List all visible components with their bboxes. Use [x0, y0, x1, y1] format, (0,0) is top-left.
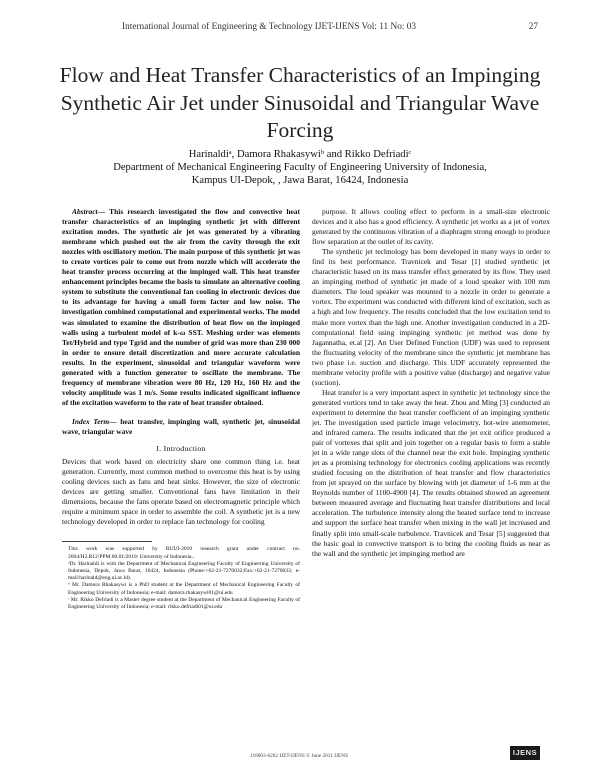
author-address: Kampus UI-Depok, , Jawa Barat, 16424, Indonesia	[191, 175, 409, 187]
body-paragraph: Heat transfer is a very important aspect in synthetic jet technology since the generated vortices tend to take away the heat. Zhou and Ming [3] conducted an experiment to determine the heat transfer coefficient of an impinging synthetic jet. The investigation used particle image velocimetry, hot-wire anemometer, and infrared camera. The results indicated that the jet exit orifice produced a pair of vortexes that split and join together on a regular basis to form a stable jet in a wide range slots of the channel near the exit hole. Impinging synthetic jet as a promising technology for electronics cooling applications was recently studied focusing on the distribution of heat transfer and flow characteristics from jet sprayed on the surface by blowing with jet diameter of 1-6 mm at the Reynolds number of 1100-4900 [4]. The results obtained showed an agreement between measured average and fluctuating heat transfer distributions and local acceleration. The turbulence intensity along the heated surface tend to increase and support the surface heat transfer when mixing in the wall jet increased and finally split into small-scale turbulence. Travnicek and Tesar [5] suggested that the basic goal in convective transport is to bring the cooling fluids as near as the wall and the synthetic jet impinging method are	[312, 387, 550, 558]
body-paragraph: The synthetic jet technology has been developed in many ways in order to find its best performance. Travnicek and Tesar [1] studied synthetic jet characteristic based on its mass transfer effect generated by its flow. They used an impinging method of synthetic jet made of a loud speaker with 100 mm diameters. The loud speaker was mounted to a nozzle in order to generate a vortex. The experiment was conducted with different kind of excitation, such as a high and low frequency. The results concluded that the low excitation tend to make more vortex than the high one. Another investigation conducted in a 2D-computational field using impinging synthetic jet method was done by Jagannatha, et.al [2]. An User Defined Function (UDF) was used to represent the fluctuating velocity of the membrane since the synthetic jet membrane has two phase i.e. suction and discharge. This UDF accurately represented the membrane velocity profile with a positive value (discharge) and negative value (suction).	[312, 247, 550, 387]
section-heading-introduction: I. Introduction	[156, 444, 206, 454]
author-affiliation: Department of Mechanical Engineering Faculty of Engineering University of Indonesia,	[113, 162, 487, 174]
index-terms-text: heat transfer, impinging wall, synthetic jet, sinusoidal wave, triangular wave	[62, 416, 300, 436]
abstract-label: Abstract—	[72, 207, 106, 216]
index-terms-label: Index Term—	[72, 416, 117, 426]
page-number: 27	[528, 22, 538, 32]
left-column	[62, 207, 300, 611]
page-footer: 118003-6262 IJET-IJENS © June 2011 IJENS	[250, 753, 349, 759]
author-names: Harinaldiᵃ, Damora Rhakasywiᵇ and Rikko Defriadiᶜ	[188, 149, 412, 160]
footnote: ᵃDr. Harinaldi is with the Department of Mechanical Engineering Faculty of Engineering University of Indonesia, Depok, Jawa Barat, 16424, Indonesia (Phone:+62-21-7270032;Fax:+62-21-7270033; e-mail:harinald@eng.ui.ac.id).	[68, 560, 300, 582]
ijens-logo: IJENS	[510, 746, 540, 760]
right-column	[312, 207, 550, 559]
paper-title: Flow and Heat Transfer Characteristics of an Impinging Synthetic Air Jet under Sinusoidal and Triangular Wave Forcing	[59, 63, 541, 142]
abstract	[62, 207, 300, 408]
abstract-text: This research investigated the flow and convective heat transfer characteristics of an impinging synthetic jet with different excitation modes. The synthetic air jet was generated by a vibrating membrane which pushed out the air from the cavity through the exit nozzles with oscillatory motion. The main purpose of this synthetic jet was to create vortices pair to come out from nozzle which will accelerate the heat transfer process occurring at the impinged wall. This heat transfer enhancement principles became the basis to simulate an alternative cooling system to substitute the conventional fan cooling in electronic devices due to its advantage for having a small form factor and low noise. The investigation combined computational and experimental works. The model was simulated to examine the distribution of heat flow on the impinged walls using a turbulent model of k-ω SST. Meshing order was elements Tet/Hybrid and type Tgrid and the number of grid was more than 230 000 in order to ensure detail discretization and more accurate calculation results. In the experiment, sinusoidal and triangular waveform were generated with a function generator to oscillate the membrane. The frequency of membrane vibration were 80 Hz, 120 Hz, 160 Hz and the velocity amplitude was 1 m/s. Some results indicated significant influence of the excitation waveform to the rate of heat transfer obtained.	[62, 207, 300, 407]
body-paragraph: purpose. It allows cooling effect to perform in a small-size electronic devices and it also has a good efficiency. A synthetic jet works as a jet of vortex generated by the continuous vibration of a diaphragm strong enough to produce flow separation at the outlet of its cavity.	[312, 207, 550, 247]
footnote-divider	[62, 541, 152, 542]
footnote: This work was supported by RUUI-2010 research grant under contract no. 2604/H2.R12/PPM.00.01/2010/ University of Indonesia..	[68, 546, 300, 560]
footnote: ᶜ Mr. Rikko Defriadi is a Master degree student at the Department of Mechanical Engineering Faculty of Engineering University of Indonesia; e-mail: rikko.defriadi01@ui.edu	[68, 596, 300, 611]
footnote: ᵇ Mr. Damora Rhakasywi is a PhD student at the Department of Mechanical Engineering Faculty of Engineering University of Indonesia; e-mail: damora.rhakasywi01@ui.edu	[68, 582, 300, 596]
index-terms	[62, 417, 300, 437]
journal-header: International Journal of Engineering & Technology IJET-IJENS Vol: 11 No: 03	[122, 22, 417, 32]
intro-paragraph: Devices that work based on electricity share one common thing i.e. heat generation. Currently, most common method to overcome this heat is by using cooling devices such as fans and heat sinks. However, the size of electronic devices are getting smaller. Conventional fans have limitation in their dimensions, because the fans operate based on electromagnetic principle which require a minimum space in order to assemble the coil. A synthetic jet is a new technology developed in order to replace fan technology for cooling	[62, 457, 300, 527]
author-block	[40, 148, 560, 188]
